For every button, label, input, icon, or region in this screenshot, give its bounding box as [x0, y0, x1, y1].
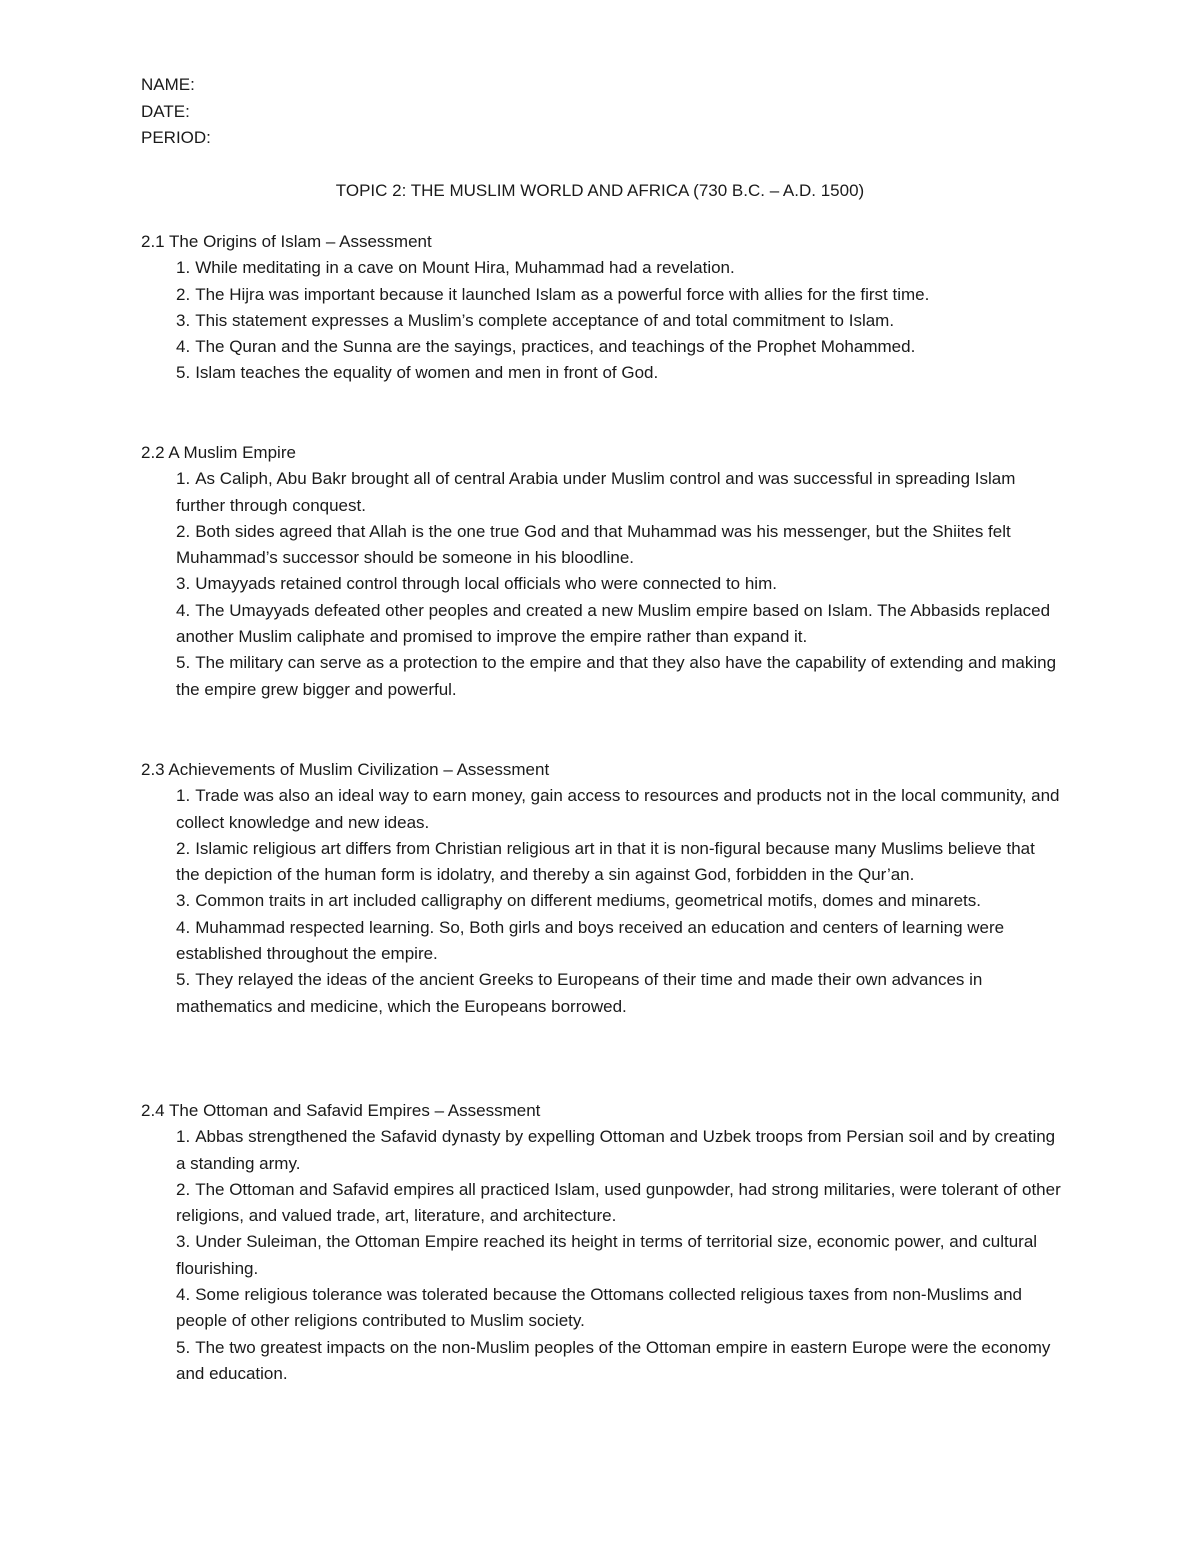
answer-text: Abbas strengthened the Safavid dynasty by expelling Ottoman and Uzbek troops from Persian soil and by creating a standing army. [176, 1127, 1056, 1173]
answer-list [141, 466, 1061, 703]
answer-list [141, 1124, 1061, 1387]
answer-text: The Hijra was important because it launched Islam as a powerful force with allies for the first time. [195, 284, 930, 304]
answer-number: 4. [176, 600, 191, 620]
answer-item [141, 650, 1061, 703]
answer-number: 2. [176, 838, 191, 858]
answer-text: Islamic religious art differs from Christian religious art in that it is non-figural because many Muslims believe that the depiction of the human form is idolatry, and thereby a sin against God, forbidden in the Qur’an. [176, 838, 1035, 885]
answer-number: 2. [176, 284, 191, 304]
answer-item [141, 1282, 1061, 1335]
answer-number: 2. [176, 1179, 191, 1199]
answer-text: Umayyads retained control through local officials who were connected to him. [195, 574, 777, 594]
section-heading: 2.2 A Muslim Empire [141, 443, 296, 462]
answer-number: 4. [176, 1285, 191, 1305]
answer-text: Muhammad respected learning. So, Both girls and boys received an education and centers of learning were established throughout the empire. [176, 917, 1005, 964]
answer-number: 1. [176, 469, 191, 489]
answer-text: This statement expresses a Muslim’s complete acceptance of and total commitment to Islam. [195, 310, 895, 330]
section-heading: 2.3 Achievements of Muslim Civilization – Assessment [141, 760, 550, 779]
answer-text: Both sides agreed that Allah is the one true God and that Muhammad was his messenger, but the Shiites felt Muhammad’s successor should be someone in his bloodline. [176, 521, 1011, 568]
answer-item [141, 888, 1061, 914]
answer-number: 3. [176, 1232, 191, 1252]
answer-number: 5. [176, 1337, 191, 1357]
answer-text: While meditating in a cave on Mount Hira, Muhammad had a revelation. [195, 258, 735, 278]
answer-item [141, 836, 1061, 889]
section-ottoman-and-safavid-empires [141, 1098, 1061, 1387]
answer-number: 1. [176, 786, 191, 806]
answer-text: Trade was also an ideal way to earn money, gain access to resources and products not in the local community, and collect knowledge and new ideas. [176, 786, 1060, 832]
answer-item [141, 1177, 1061, 1230]
answer-text: Some religious tolerance was tolerated because the Ottomans collected religious taxes from non-Muslims and people of other religions contributed to Muslim society. [176, 1285, 1022, 1331]
answer-item [141, 1229, 1061, 1282]
answer-number: 5. [176, 363, 191, 383]
document-title: TOPIC 2: THE MUSLIM WORLD AND AFRICA (730 B.C. – A.D. 1500) [335, 181, 865, 200]
answer-item [141, 360, 1061, 386]
answer-item [141, 571, 1061, 597]
answer-text: The two greatest impacts on the non-Muslim peoples of the Ottoman empire in eastern Europe were the economy and education. [176, 1337, 1051, 1383]
answer-number: 1. [176, 258, 191, 278]
answer-number: 5. [176, 653, 191, 673]
answer-number: 4. [176, 337, 191, 357]
name-label: NAME: [141, 75, 195, 94]
answer-text: Islam teaches the equality of women and men in front of God. [195, 363, 659, 383]
section-heading: 2.1 The Origins of Islam – Assessment [141, 232, 432, 251]
answer-item [141, 282, 1061, 308]
period-label: PERIOD: [141, 128, 211, 147]
answer-item [141, 598, 1061, 651]
answer-text: The Ottoman and Safavid empires all practiced Islam, used gunpowder, had strong militaries, were tolerant of other religions, and valued trade, art, literature, and architecture. [176, 1179, 1061, 1226]
answer-item [141, 466, 1061, 519]
answer-text: Common traits in art included calligraphy on different mediums, geometrical motifs, domes and minarets. [195, 891, 981, 911]
answer-item [141, 783, 1061, 836]
answer-number: 3. [176, 891, 191, 911]
answer-number: 1. [176, 1127, 191, 1147]
answer-text: The Umayyads defeated other peoples and created a new Muslim empire based on Islam. The Abbasids replaced another Muslim caliphate and promised to improve the empire rather than expand it. [176, 600, 1051, 647]
answer-number: 4. [176, 917, 191, 937]
answer-number: 5. [176, 970, 191, 990]
answer-text: As Caliph, Abu Bakr brought all of central Arabia under Muslim control and was successful in spreading Islam further through conquest. [176, 469, 1016, 515]
section-achievements-of-muslim-civilization [141, 757, 1061, 1020]
section-origins-of-islam [141, 229, 1061, 387]
answer-text: They relayed the ideas of the ancient Greeks to Europeans of their time and made their own advances in mathematics and medicine, which the Europeans borrowed. [176, 970, 983, 1016]
answer-item [141, 915, 1061, 968]
answer-item [141, 1335, 1061, 1388]
answer-item [141, 967, 1061, 1020]
answer-item [141, 255, 1061, 281]
answer-list [141, 783, 1061, 1020]
answer-item [141, 334, 1061, 360]
answer-number: 2. [176, 521, 191, 541]
date-label: DATE: [141, 101, 190, 121]
answer-list [141, 255, 1061, 386]
answer-text: Under Suleiman, the Ottoman Empire reached its height in terms of territorial size, economic power, and cultural flourishing. [176, 1232, 1038, 1278]
section-heading: 2.4 The Ottoman and Safavid Empires – Assessment [141, 1101, 541, 1120]
answer-item [141, 1124, 1061, 1177]
answer-number: 3. [176, 574, 191, 594]
answer-item [141, 519, 1061, 572]
answer-text: The military can serve as a protection to the empire and that they also have the capability of extending and making the empire grew bigger and powerful. [176, 653, 1057, 699]
answer-number: 3. [176, 310, 191, 330]
student-info-header [141, 72, 211, 152]
section-muslim-empire [141, 440, 1061, 703]
answer-text: The Quran and the Sunna are the sayings, practices, and teachings of the Prophet Mohammed. [195, 337, 916, 357]
answer-item [141, 308, 1061, 334]
